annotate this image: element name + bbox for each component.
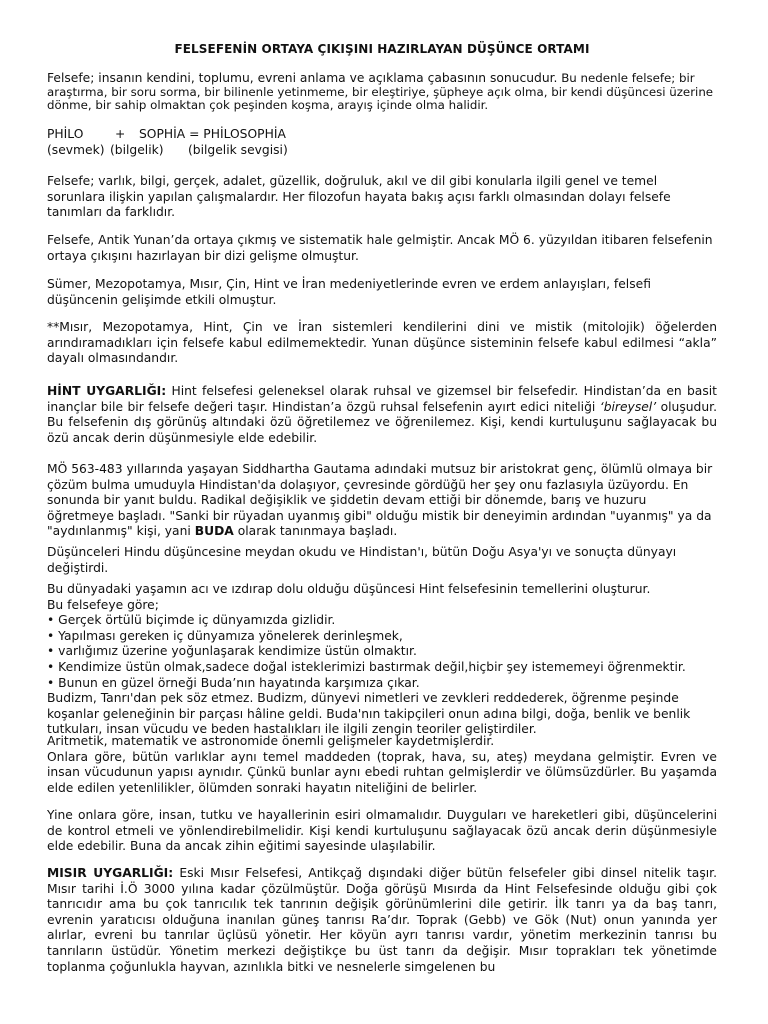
intro-paragraph (47, 72, 717, 113)
etym-sophia: SOPHİA = PHİLOSOPHİA (139, 127, 286, 141)
paragraph-antik-yunan: Felsefe, Antik Yunan’da ortaya çıkmış ve sistematik hale gelmiştir. Ancak MÖ 6. yüzyıldan itibaren felsefenin ortaya çıkışını hazırlayan bir dizi gelişme olmuştur. (47, 233, 713, 263)
paragraph-math: Aritmetik, matematik ve astronomide önemli gelişmeler kaydetmişlerdir. (47, 734, 495, 748)
etym-sevmek: (sevmek) (47, 142, 105, 157)
hint-heading: HİNT UYGARLIĞI: (47, 384, 167, 398)
list-item: • Bunun en güzel örneği Buda’nın hayatında karşımıza çıkar. (47, 676, 717, 692)
hint-foundations-block (47, 582, 717, 738)
etym-bilgelik: (bilgelik) (110, 142, 164, 157)
page-title: FELSEFENİN ORTAYA ÇIKIŞINI HAZIRLAYAN DÜŞÜNCE ORTAMI (174, 42, 590, 56)
paragraph-passions: Yine onlara göre, insan, tutku ve hayallerinin esiri olmamalıdır. Duyguları ve hareketleri gibi, düşüncelerini de kontrol etmeli ve yönlendirebilmelidir. Kişi kendi kurtuluşunu sağlayacak özü ancak derin düşünmesiyle elde edebilir. Buna da ancak zihin eğitimi sayesinde ulaşılabilir. (47, 808, 717, 854)
buddha-bold: BUDA (194, 524, 234, 539)
paragraph-budizm: Budizm, Tanrı'dan pek söz etmez. Budizm, dünyevi nimetleri ve zevkleri reddederek, öğrenme peşinde koşanlar geleneğinin bir parçası hâline geldi. Buda'nın takipçileri onun adına bilgi, doğa, benlik ve benlik tutkuları, insan vücudu ve beden hastalıkları ile ilgili zengin teoriler geliştirdiler. (47, 691, 691, 737)
etym-plus: + (115, 127, 126, 141)
according-line: Bu felsefeye göre; (47, 597, 159, 612)
paragraph-mystic-note: **Mısır, Mezopotamya, Hint, Çin ve İran sistemleri kendilerini dini ve mistik (mitolojik) öğelerden arındıramadıkları için felsefe kabul edilmemektedir. Yunan düşünce sisteminin felsefe kabul edilmesi “akla” dayalı olmasındandır. (47, 320, 717, 366)
paragraph-civilizations: Sümer, Mezopotamya, Mısır, Çin, Hint ve İran medeniyetlerinde evren ve erdem anlayışları, felsefi düşüncenin gelişimde etkili olmuştur. (47, 277, 651, 307)
section-hint (47, 384, 717, 446)
paragraph-buddha (47, 462, 717, 540)
hint-italic: ‘bireysel’ (599, 399, 657, 414)
etymology-block (47, 127, 717, 158)
buddha-text-b: olarak tanınmaya başladı. (233, 524, 398, 539)
list-item: • Kendimize üstün olmak,sadece doğal isteklerimizi bastırmak değil,hiçbir şey istememeyi öğrenmektir. (47, 660, 717, 676)
misir-text: Eski Mısır Felsefesi, Antikçağ dışındaki diğer bütün felsefeler gibi dinsel nitelik taşır. Mısır tarihi İ.Ö 3000 yılına kadar çözülmüştür. Doğa görüşü Mısırda da Hint Felsefesinde olduğu gibi çok tanrıcıdır ama bu çok tanrıcılık tek tanrının değişik görünümlerini dile getirir. İlk tanrı ya da baş tanrı, evrenin yaratıcısı olduğuna inanılan güneş tanrısı Ra’dır. Toprak (Gebb) ve Gök (Nut) onun yanında yer alırlar, evreni bu tanrılar üçlüsü yönetir. Her köyün ayrı tanrısı vardır, yönetim merkezinin tanrısı bu tanrıların üstüdür. Yönetim merkezi değiştikçe bu üst tanrı da değişir. Mısır toprakları tek yönetimde toplanma çoğunlukla hayvan, azınlıkla bitki ve nesnelerle simgelenen bu (47, 866, 717, 974)
etymology-row-words (47, 127, 717, 143)
etym-philo: PHİLO (47, 127, 84, 141)
section-misir (47, 866, 717, 975)
misir-heading: MISIR UYGARLIĞI: (47, 866, 174, 880)
buddha-text-a: MÖ 563-483 yıllarında yaşayan Siddhartha Gautama adındaki mutsuz bir aristokrat genç, ölümlü olmaya bir çözüm bulma umuduyla Hindistan'da dolaşıyor, çevresinde gördüğü her şey onu fazlasıyla üzüyordu. En sonunda bir yanıt buldu. Radikal değişiklik ve şiddetin devam ettiği bir dönemde, barış ve huzuru öğretmeye başladı. "Sanki bir rüyadan uyanmış gibi" olduğu mistik bir deneyimin ardından "uyanmış" ya da "aydınlanmış" kişi, yani (47, 462, 713, 539)
list-item: • varlığımız üzerine yoğunlaşarak kendimize üstün olmaktır. (47, 644, 717, 660)
etymology-row-meanings (47, 143, 717, 159)
list-item: • Yapılması gereken iç dünyamıza yönelerek derinleşmek, (47, 629, 717, 645)
intro-rest: Bu nedenle felsefe; bir araştırma, bir soru sorma, bir bilinenle yetinmeme, bir eleştiriye, şüpheye açık olma, bir kendi düşüncesi üzerine dönme, bir sahip olmaktan çok peşinden koşma, arayış içinde olma halidir. (47, 71, 714, 113)
etym-bilgelik-sevgisi: (bilgelik sevgisi) (188, 142, 288, 157)
intro-lead: Felsefe; insanın kendini, toplumu, evreni anlama ve açıklama çabasının sonucudur. (47, 71, 558, 85)
hint-bullet-list (47, 613, 717, 691)
suffering-line: Bu dünyadaki yaşamın acı ve ızdırap dolu olduğu düşüncesi Hint felsefesinin temellerini oluşturur. (47, 582, 651, 596)
hint-science-block (47, 734, 717, 796)
list-item: • Gerçek örtülü biçimde iç dünyamızda gizlidir. (47, 613, 717, 629)
paragraph-definition: Felsefe; varlık, bilgi, gerçek, adalet, güzellik, doğruluk, akıl ve dil gibi konularla ilgili genel ve temel sorunlara ilişkin yapılan çalışmalardır. Her filozofun hayata bakış açısı farklı olmasından dolayı felsefe tanımları da farklıdır. (47, 174, 671, 220)
paragraph-matter: Onlara göre, bütün varlıklar aynı temel maddeden (toprak, hava, su, ateş) meydana gelmiştir. Evren ve insan vücudunun yapısı aynıdır. Çünkü bunlar aynı ebedi ruhtan gelmişlerdir ve ölümsüzdürler. Bu yaşamda elde edilen yetenlilikler, ölümden sonraki hayatın niteliğini de belirler. (47, 749, 717, 795)
hint-text-b: oluşudur. Bu felsefenin dış görünüş altındaki özü öğretilemez ve öğrenilemez. Kişi, kendi kurtuluşunu sağlayacak bu özü ancak derin düşünmesiyle elde edebilir. (47, 399, 717, 445)
hint-text-a: Hint felsefesi geleneksel olarak ruhsal ve gizemsel bir felsefedir. Hindistan’da en basit inançlar bile bir felsefe değeri taşır. Hindistan’a özgü ruhsal felsefenin ayırt edici niteliği (47, 384, 717, 414)
paragraph-spread: Düşünceleri Hindu düşüncesine meydan okudu ve Hindistan'ı, bütün Doğu Asya'yı ve sonuçta dünyayı değiştirdi. (47, 545, 677, 575)
